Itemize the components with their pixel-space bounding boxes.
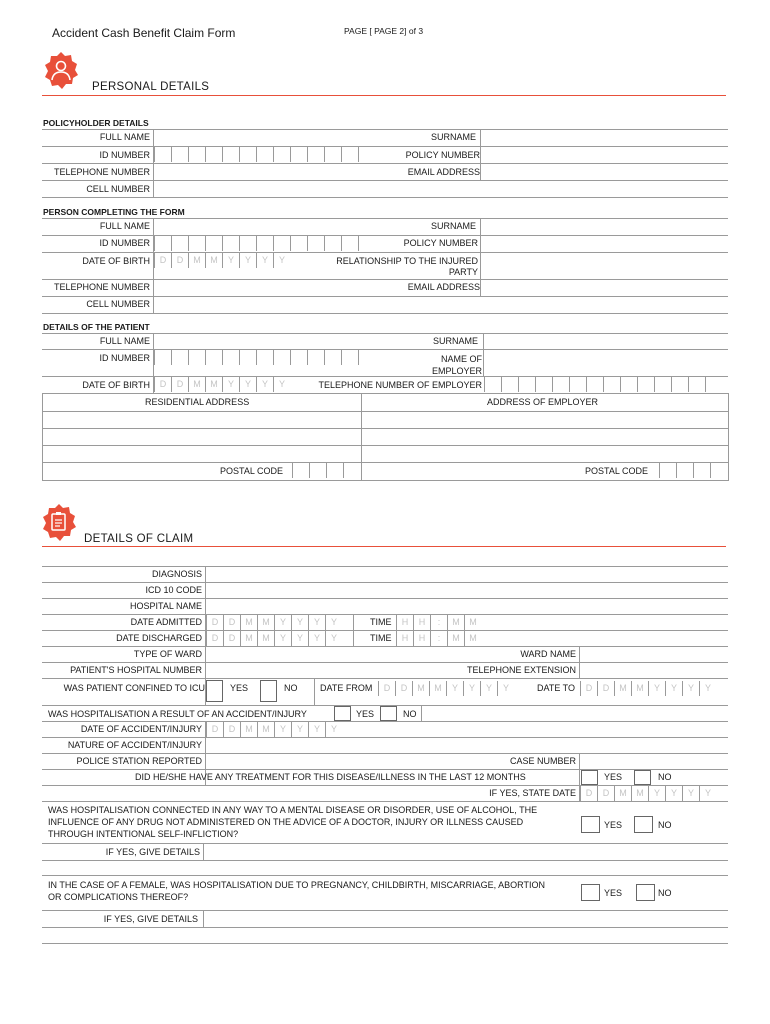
treatment-date-cells[interactable] bbox=[580, 786, 716, 801]
accident-date-label: DATE OF ACCIDENT/INJURY bbox=[80, 724, 202, 734]
time-cell[interactable]: : bbox=[430, 615, 447, 630]
date-cell[interactable]: Y bbox=[239, 253, 256, 268]
page-header bbox=[0, 0, 770, 45]
policyholder-full-name-label: FULL NAME bbox=[99, 132, 150, 142]
date-cell[interactable]: Y bbox=[325, 615, 342, 630]
date-cell[interactable]: D bbox=[395, 681, 412, 696]
accident-question-label: WAS HOSPITALISATION A RESULT OF AN ACCIDENT/INJURY bbox=[48, 709, 307, 719]
female-question-label: IN THE CASE OF A FEMALE, WAS HOSPITALISATION DUE TO PREGNANCY, CHILDBIRTH, MISCARRIAGE, ABORTION OR COMPLICATIONS THEREOF? bbox=[48, 880, 545, 902]
accident-nature-input[interactable] bbox=[207, 738, 727, 752]
date-cell[interactable]: D bbox=[154, 377, 171, 392]
admitted-time-cells[interactable] bbox=[396, 615, 481, 630]
female-no-checkbox[interactable] bbox=[636, 884, 655, 901]
employer-postal-code-label: POSTAL CODE bbox=[585, 466, 649, 476]
person-icon bbox=[40, 50, 82, 92]
icd-label: ICD 10 CODE bbox=[145, 585, 202, 595]
date-cell[interactable]: M bbox=[257, 722, 274, 737]
icu-date-to-cells[interactable] bbox=[580, 681, 716, 696]
completer-heading: PERSON COMPLETING THE FORM bbox=[43, 207, 185, 217]
hospital-number-input[interactable] bbox=[207, 663, 457, 677]
date-cell[interactable]: D bbox=[597, 786, 614, 801]
policyholder-cell-input[interactable] bbox=[154, 181, 379, 196]
patient-full-name-label: FULL NAME bbox=[99, 336, 150, 346]
diagnosis-label: DIAGNOSIS bbox=[151, 569, 202, 579]
date-cell[interactable]: Y bbox=[273, 377, 290, 392]
completer-full-name-label: FULL NAME bbox=[99, 221, 150, 231]
date-cell[interactable]: Y bbox=[682, 786, 699, 801]
date-cell[interactable]: D bbox=[206, 631, 223, 646]
patient-heading: DETAILS OF THE PATIENT bbox=[43, 322, 150, 332]
case-number-input[interactable] bbox=[581, 754, 727, 768]
date-cell[interactable]: D bbox=[171, 377, 188, 392]
date-cell[interactable]: Y bbox=[308, 615, 325, 630]
time-cell[interactable]: M bbox=[447, 631, 464, 646]
date-cell[interactable]: Y bbox=[665, 786, 682, 801]
time-cell[interactable]: M bbox=[464, 615, 481, 630]
icu-date-to-label: DATE TO bbox=[537, 683, 576, 693]
patient-surname-label: SURNAME bbox=[432, 336, 478, 346]
mental-no-checkbox[interactable] bbox=[634, 816, 653, 833]
residential-address-line-1[interactable] bbox=[43, 412, 360, 427]
date-cell[interactable]: M bbox=[257, 615, 274, 630]
patient-employer-name-label: NAME OF EMPLOYER bbox=[431, 354, 482, 376]
ward-type-label: TYPE OF WARD bbox=[133, 649, 202, 659]
treatment-question-label: DID HE/SHE HAVE ANY TREATMENT FOR THIS DISEASE/ILLNESS IN THE LAST 12 MONTHS bbox=[135, 772, 526, 782]
time-cell[interactable]: : bbox=[430, 631, 447, 646]
treatment-yes-checkbox[interactable] bbox=[581, 770, 598, 785]
case-number-label: CASE NUMBER bbox=[509, 756, 576, 766]
icu-question-label: WAS PATIENT CONFINED TO ICU bbox=[63, 683, 205, 693]
telephone-extension-label: TELEPHONE EXTENSION bbox=[466, 665, 576, 675]
accident-yes-label: YES bbox=[356, 709, 375, 719]
policyholder-email-input[interactable] bbox=[481, 164, 727, 179]
personal-title-rule bbox=[42, 95, 726, 96]
patient-employer-name-input[interactable] bbox=[484, 350, 727, 375]
employer-address-line-1[interactable] bbox=[362, 412, 728, 427]
date-cell[interactable]: D bbox=[580, 786, 597, 801]
clipboard-icon bbox=[38, 502, 80, 544]
date-cell[interactable]: Y bbox=[308, 722, 325, 737]
date-cell[interactable]: D bbox=[378, 681, 395, 696]
date-cell[interactable]: Y bbox=[665, 681, 682, 696]
date-cell[interactable]: M bbox=[188, 253, 205, 268]
date-cell[interactable]: D bbox=[223, 615, 240, 630]
patient-dob-cells[interactable] bbox=[154, 377, 290, 392]
date-cell[interactable]: Y bbox=[222, 377, 239, 392]
completer-surname-label: SURNAME bbox=[430, 221, 476, 231]
female-yes-label: YES bbox=[604, 888, 623, 898]
patient-dob-label: DATE OF BIRTH bbox=[82, 380, 150, 390]
police-station-label: POLICE STATION REPORTED bbox=[76, 756, 202, 766]
policyholder-id-cells[interactable] bbox=[154, 147, 375, 162]
icu-no-label: NO bbox=[284, 683, 298, 693]
hospital-name-input[interactable] bbox=[207, 599, 727, 613]
date-cell[interactable]: D bbox=[206, 722, 223, 737]
date-cell[interactable]: M bbox=[614, 681, 631, 696]
mental-details-label: IF YES, GIVE DETAILS bbox=[105, 847, 200, 857]
date-cell[interactable]: Y bbox=[256, 377, 273, 392]
completer-cell-input[interactable] bbox=[154, 297, 379, 312]
female-yes-checkbox[interactable] bbox=[581, 884, 600, 901]
date-cell[interactable]: D bbox=[597, 681, 614, 696]
hospital-number-label: PATIENT'S HOSPITAL NUMBER bbox=[70, 665, 202, 675]
residential-address-line-3[interactable] bbox=[43, 446, 360, 461]
date-cell[interactable]: M bbox=[240, 615, 257, 630]
accident-date-cells[interactable] bbox=[206, 722, 342, 737]
date-cell[interactable]: Y bbox=[222, 253, 239, 268]
date-cell[interactable]: M bbox=[631, 786, 648, 801]
completer-surname-input[interactable] bbox=[481, 219, 727, 234]
icd-input[interactable] bbox=[207, 583, 727, 597]
policyholder-cell-label: CELL NUMBER bbox=[86, 184, 150, 194]
date-admitted-label: DATE ADMITTED bbox=[130, 617, 202, 627]
date-cell[interactable]: Y bbox=[699, 786, 716, 801]
completer-email-input[interactable] bbox=[481, 280, 727, 295]
date-discharged-cells[interactable] bbox=[206, 631, 342, 646]
completer-email-label: EMAIL ADDRESS bbox=[407, 282, 480, 292]
date-cell[interactable]: Y bbox=[682, 681, 699, 696]
date-cell[interactable]: Y bbox=[497, 681, 514, 696]
date-cell[interactable]: D bbox=[154, 253, 171, 268]
ward-name-input[interactable] bbox=[581, 647, 727, 661]
date-cell[interactable]: Y bbox=[325, 631, 342, 646]
date-discharged-label: DATE DISCHARGED bbox=[116, 633, 202, 643]
residential-postal-code-label: POSTAL CODE bbox=[220, 466, 284, 476]
mental-yes-label: YES bbox=[604, 820, 623, 830]
date-cell[interactable]: M bbox=[188, 377, 205, 392]
patient-surname-input[interactable] bbox=[484, 334, 727, 349]
mental-no-label: NO bbox=[658, 820, 672, 830]
patient-id-cells[interactable] bbox=[154, 350, 375, 365]
ward-name-label: WARD NAME bbox=[520, 649, 576, 659]
residential-address-line-2[interactable] bbox=[43, 429, 360, 444]
treatment-no-label: NO bbox=[658, 772, 672, 782]
employer-address-line-3[interactable] bbox=[362, 446, 728, 461]
completer-telephone-label: TELEPHONE NUMBER bbox=[53, 282, 150, 292]
icu-yes-label: YES bbox=[230, 683, 249, 693]
admitted-time-label: TIME bbox=[370, 617, 392, 627]
completer-relationship-label: RELATIONSHIP TO THE INJURED PARTY bbox=[336, 256, 478, 277]
date-cell[interactable]: M bbox=[412, 681, 429, 696]
completer-policy-label: POLICY NUMBER bbox=[403, 238, 478, 248]
date-cell[interactable]: M bbox=[429, 681, 446, 696]
icu-no-checkbox[interactable] bbox=[260, 680, 277, 702]
policyholder-telephone-input[interactable] bbox=[154, 164, 379, 179]
mental-details-input[interactable] bbox=[205, 844, 727, 859]
residential-address-label: RESIDENTIAL ADDRESS bbox=[145, 397, 250, 407]
telephone-extension-input[interactable] bbox=[581, 663, 727, 677]
date-cell[interactable]: Y bbox=[648, 681, 665, 696]
policyholder-surname-label: SURNAME bbox=[430, 132, 476, 142]
date-cell[interactable]: Y bbox=[699, 681, 716, 696]
completer-id-cells[interactable] bbox=[154, 236, 375, 251]
employer-address-line-2[interactable] bbox=[362, 429, 728, 444]
completer-cell-label: CELL NUMBER bbox=[86, 299, 150, 309]
time-cell[interactable]: M bbox=[447, 615, 464, 630]
treatment-yes-label: YES bbox=[604, 772, 623, 782]
accident-nature-label: NATURE OF ACCIDENT/INJURY bbox=[67, 740, 202, 750]
policyholder-email-label: EMAIL ADDRESS bbox=[407, 167, 480, 177]
time-cell[interactable]: H bbox=[396, 615, 413, 630]
date-cell[interactable]: Y bbox=[308, 631, 325, 646]
claim-details-title: DETAILS OF CLAIM bbox=[84, 533, 194, 545]
residential-postal-code-cells[interactable] bbox=[292, 463, 360, 478]
accident-no-checkbox[interactable] bbox=[380, 706, 397, 721]
policyholder-policy-input[interactable] bbox=[481, 147, 727, 162]
hospital-name-label: HOSPITAL NAME bbox=[129, 601, 202, 611]
completer-policy-input[interactable] bbox=[481, 236, 727, 251]
date-cell[interactable]: Y bbox=[291, 631, 308, 646]
date-cell[interactable]: Y bbox=[239, 377, 256, 392]
personal-details-title: PERSONAL DETAILS bbox=[92, 81, 210, 93]
policyholder-heading: POLICYHOLDER DETAILS bbox=[43, 118, 149, 128]
page-indicator: PAGE [ PAGE 2] of 3 bbox=[344, 26, 424, 36]
date-cell[interactable]: D bbox=[171, 253, 188, 268]
policyholder-surname-input[interactable] bbox=[481, 130, 727, 145]
completer-telephone-input[interactable] bbox=[154, 280, 379, 295]
completer-relationship-input[interactable] bbox=[481, 253, 727, 278]
discharged-time-cells[interactable] bbox=[396, 631, 481, 646]
female-no-label: NO bbox=[658, 888, 672, 898]
date-cell[interactable]: Y bbox=[274, 631, 291, 646]
time-cell[interactable]: H bbox=[413, 631, 430, 646]
treatment-date-label: IF YES, STATE DATE bbox=[489, 788, 576, 798]
icu-date-from-label: DATE FROM bbox=[320, 683, 373, 693]
icu-yes-checkbox[interactable] bbox=[206, 680, 223, 702]
date-cell[interactable]: M bbox=[257, 631, 274, 646]
claim-title-rule bbox=[42, 546, 726, 547]
date-cell[interactable]: Y bbox=[256, 253, 273, 268]
mental-yes-checkbox[interactable] bbox=[581, 816, 600, 833]
date-cell[interactable]: M bbox=[240, 631, 257, 646]
diagnosis-input[interactable] bbox=[207, 567, 727, 581]
date-cell[interactable]: M bbox=[240, 722, 257, 737]
patient-employer-tel-label: TELEPHONE NUMBER OF EMPLOYER bbox=[318, 380, 482, 390]
treatment-no-checkbox[interactable] bbox=[634, 770, 651, 785]
accident-yes-checkbox[interactable] bbox=[334, 706, 351, 721]
policyholder-full-name-input[interactable] bbox=[154, 130, 379, 145]
date-cell[interactable]: D bbox=[206, 615, 223, 630]
date-cell[interactable]: Y bbox=[273, 253, 290, 268]
date-cell[interactable]: D bbox=[223, 722, 240, 737]
accident-no-label: NO bbox=[403, 709, 417, 719]
date-cell[interactable]: M bbox=[631, 681, 648, 696]
date-cell[interactable]: Y bbox=[291, 615, 308, 630]
completer-full-name-input[interactable] bbox=[154, 219, 379, 234]
employer-address-label: ADDRESS OF EMPLOYER bbox=[487, 397, 599, 407]
female-details-label: IF YES, GIVE DETAILS bbox=[103, 914, 198, 924]
discharged-time-label: TIME bbox=[370, 633, 392, 643]
date-cell[interactable]: D bbox=[223, 631, 240, 646]
patient-full-name-input[interactable] bbox=[154, 334, 379, 349]
date-cell[interactable]: Y bbox=[648, 786, 665, 801]
date-cell[interactable]: Y bbox=[291, 722, 308, 737]
date-cell[interactable]: Y bbox=[325, 722, 342, 737]
completer-id-label: ID NUMBER bbox=[99, 238, 150, 248]
icu-date-from-cells[interactable] bbox=[378, 681, 514, 696]
date-cell[interactable]: Y bbox=[446, 681, 463, 696]
employer-postal-code-cells[interactable] bbox=[659, 463, 727, 478]
completer-dob-cells[interactable] bbox=[154, 253, 290, 268]
date-cell[interactable]: Y bbox=[274, 615, 291, 630]
date-cell[interactable]: Y bbox=[274, 722, 291, 737]
time-cell[interactable]: H bbox=[396, 631, 413, 646]
date-cell[interactable]: Y bbox=[480, 681, 497, 696]
date-cell[interactable]: Y bbox=[463, 681, 480, 696]
patient-employer-tel-cells[interactable] bbox=[484, 377, 722, 392]
time-cell[interactable]: H bbox=[413, 615, 430, 630]
time-cell[interactable]: M bbox=[464, 631, 481, 646]
policyholder-policy-label: POLICY NUMBER bbox=[405, 150, 480, 160]
patient-id-label: ID NUMBER bbox=[99, 353, 150, 363]
policyholder-id-label: ID NUMBER bbox=[99, 150, 150, 160]
completer-dob-label: DATE OF BIRTH bbox=[82, 256, 150, 266]
date-cell[interactable]: M bbox=[205, 253, 222, 268]
mental-question-label: WAS HOSPITALISATION CONNECTED IN ANY WAY TO A MENTAL DISEASE OR DISORDER, USE OF ALCOHOL, THE INFLUENCE OF ANY DRUG NOT ADMINISTERED ON THE ADVICE OF A DOCTOR, INJURY OR ILLNESS CAUSED THROUGH INTENTIONAL SELF-INFLICTION? bbox=[48, 805, 538, 839]
female-details-input[interactable] bbox=[205, 911, 727, 926]
date-admitted-cells[interactable] bbox=[206, 615, 342, 630]
date-cell[interactable]: M bbox=[205, 377, 222, 392]
policyholder-telephone-label: TELEPHONE NUMBER bbox=[53, 167, 150, 177]
date-cell[interactable]: M bbox=[614, 786, 631, 801]
document-title: Accident Cash Benefit Claim Form bbox=[52, 26, 236, 40]
date-cell[interactable]: D bbox=[580, 681, 597, 696]
